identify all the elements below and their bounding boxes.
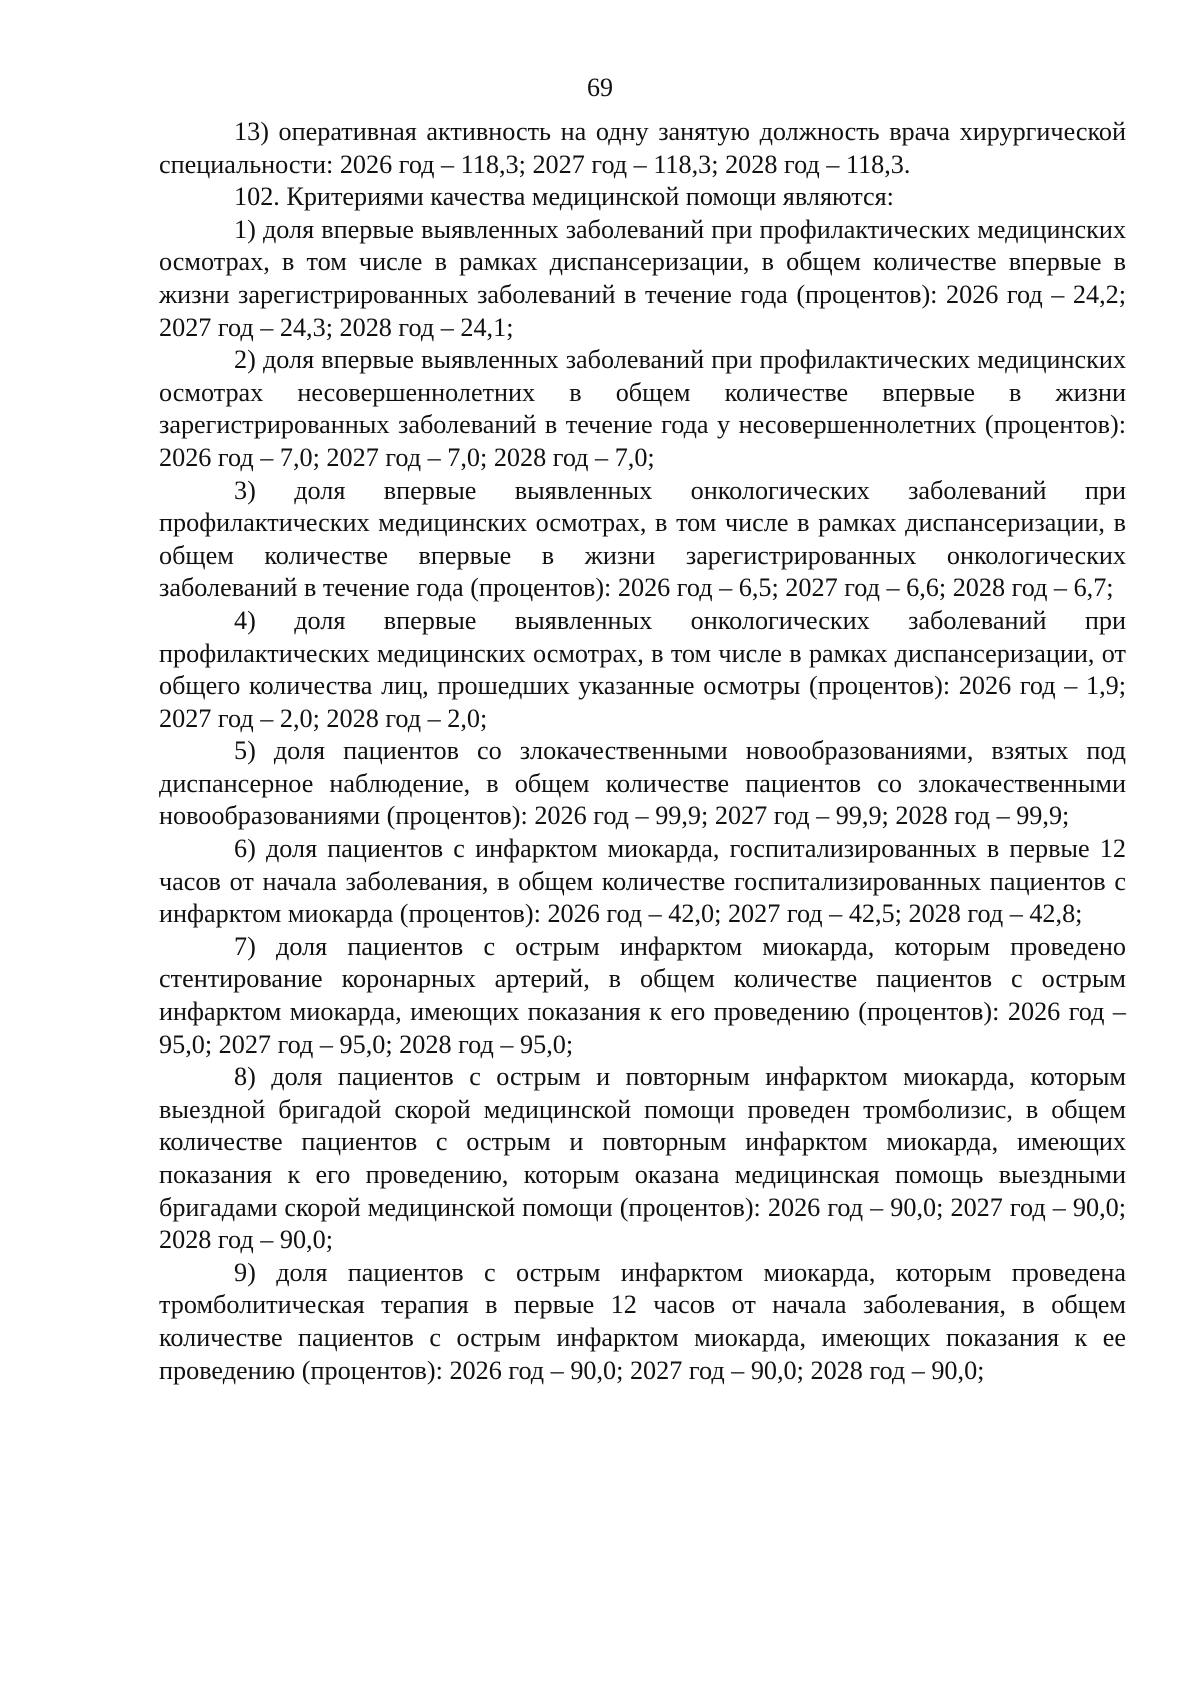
paragraph-item-1: 1) доля впервые выявленных заболеваний при профилактических медицинских осмотрах, в том числе в рамках диспансеризации, в общем количестве впервые в жизни зарегистрированных заболеваний в течение года (процентов): 2026 год – 24,2; 2027 год – 24,3; 2028 год – 24,1; <box>159 214 1126 342</box>
document-body <box>159 116 1126 1387</box>
paragraph-item-6: 6) доля пациентов с инфарктом миокарда, госпитализированных в первые 12 часов от начала заболевания, в общем количестве госпитализированных пациентов с инфарктом миокарда (процентов): 2026 год – 42,0; 2027 год – 42,5; 2028 год – 42,8; <box>159 834 1126 929</box>
paragraph-item-2: 2) доля впервые выявленных заболеваний при профилактических медицинских осмотрах несовершеннолетних в общем количестве впервые в жизни зарегистрированных заболеваний в течение года у несовершеннолетних (процентов): 2026 год – 7,0; 2027 год – 7,0; 2028 год – 7,0; <box>159 345 1126 472</box>
paragraph-item-7: 7) доля пациентов с острым инфарктом миокарда, которым проведено стентирование коронарных артерий, в общем количестве пациентов с острым инфарктом миокарда, имеющих показания к его проведению (процентов): 2026 год – 95,0; 2027 год – 95,0; 2028 год – 95,0; <box>159 931 1126 1059</box>
paragraph-item-8: 8) доля пациентов с острым и повторным инфарктом миокарда, которым выездной бригадой скорой медицинской помощи проведен тромболизис, в общем количестве пациентов с острым и повторным инфарктом миокарда, имеющих показания к его проведению, которым оказана медицинская помощь выездными бригадами скорой медицинской помощи (процентов): 2026 год – 90,0; 2027 год – 90,0; 2028 год – 90,0; <box>159 1062 1126 1255</box>
paragraph-item-9: 9) доля пациентов с острым инфарктом миокарда, которым проведена тромболитическая терапия в первые 12 часов от начала заболевания, в общем количестве пациентов с острым инфарктом миокарда, имеющих показания к ее проведению (процентов): 2026 год – 90,0; 2027 год – 90,0; 2028 год – 90,0; <box>159 1257 1126 1385</box>
paragraph-item-13: 13) оперативная активность на одну занятую должность врача хирургической специальности: 2026 год – 118,3; 2027 год – 118,3; 2028 год – 118,3. <box>159 117 1126 179</box>
paragraph-item-5: 5) доля пациентов со злокачественными новообразованиями, взятых под диспансерное наблюдение, в общем количестве пациентов со злокачественными новообразованиями (процентов): 2026 год – 99,9; 2027 год – 99,9; 2028 год – 99,9; <box>159 736 1126 831</box>
page-number: 69 <box>587 73 613 102</box>
paragraph-section-102: 102. Критериями качества медицинской помощи являются: <box>234 182 894 212</box>
paragraph-item-3: 3) доля впервые выявленных онкологических заболеваний при профилактических медицинских осмотрах, в том числе в рамках диспансеризации, в общем количестве впервые в жизни зарегистрированных онкологических заболеваний в течение года (процентов): 2026 год – 6,5; 2027 год – 6,6; 2028 год – 6,7; <box>159 475 1126 603</box>
paragraph-item-4: 4) доля впервые выявленных онкологических заболеваний при профилактических медицинских осмотрах, в том числе в рамках диспансеризации, от общего количества лиц, прошедших указанные осмотры (процентов): 2026 год – 1,9; 2027 год – 2,0; 2028 год – 2,0; <box>159 605 1126 733</box>
